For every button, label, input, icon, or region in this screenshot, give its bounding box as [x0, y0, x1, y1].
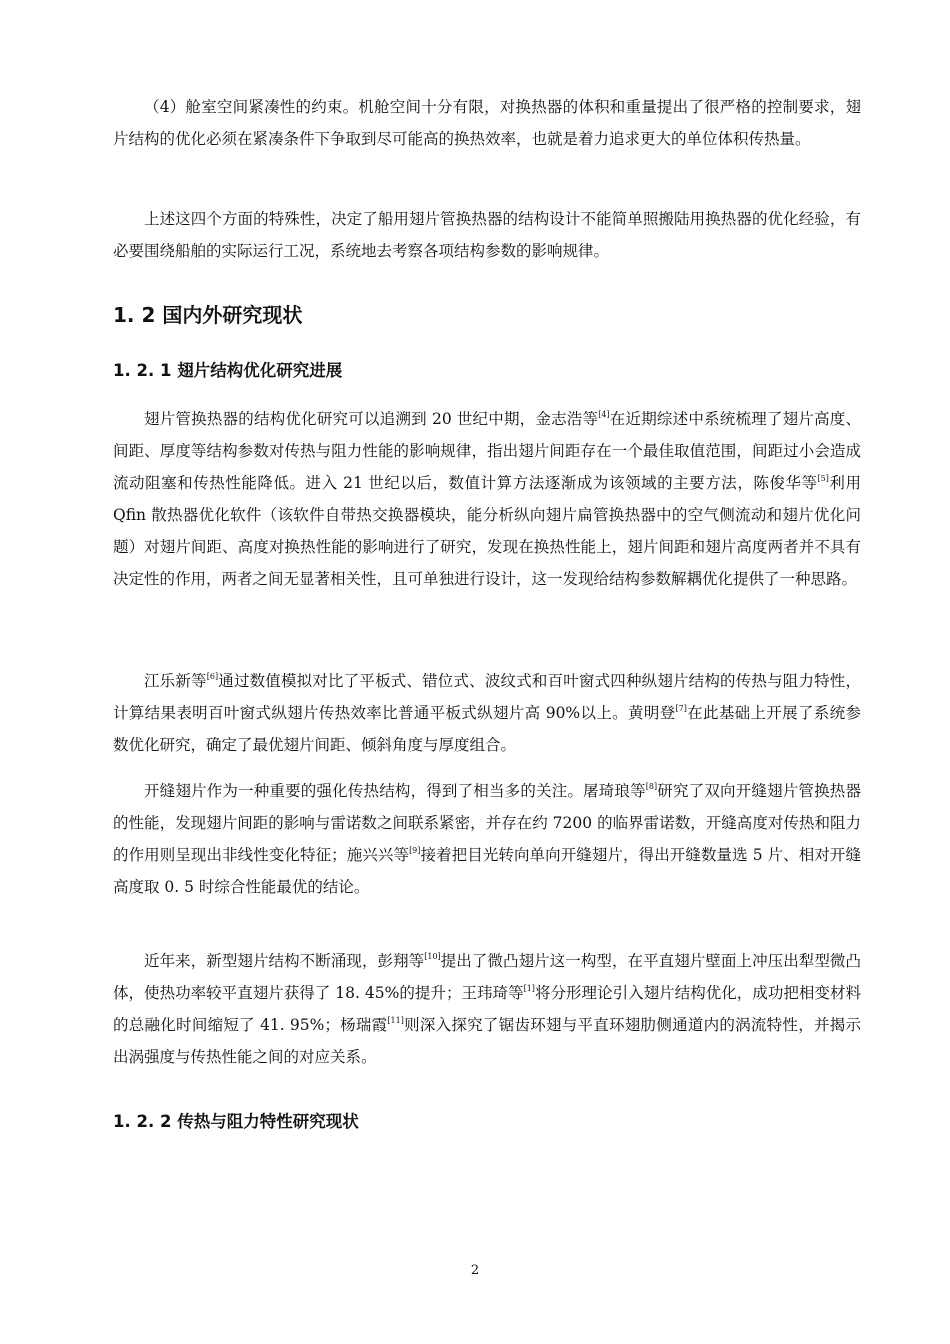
page-number: 2	[470, 1263, 480, 1278]
paragraph-text: 开缝翅片作为一种重要的强化传热结构，得到了相当多的关注。屠琦琅等	[144, 782, 646, 800]
paragraph-text: 将分形理论引入翅片结构优化，成功把相变材料的总融化时间缩短了 41. 95%；杨瑞霞	[113, 984, 861, 1034]
subsection-heading-1-2-1: 1. 2. 1 翅片结构优化研究进展	[113, 361, 343, 380]
paragraph-slit-fin-research	[113, 775, 861, 903]
paragraph-text: 则深入探究了锯齿环翅与平直环翅肋侧通道内的涡流特性，并揭示出涡强度与传热性能之间的对应关系。	[113, 1016, 861, 1066]
paragraph-text: 利用 Qfin 散热器优化软件（该软件自带热交换器模块，能分析纵向翅片扁管换热器中的空气侧流动和翅片优化问题）对翅片间距、高度对换热性能的影响进行了研究，发现在换热性能上，翅片间距和翅片高度两者并不具有决定性的作用，两者之间无显著相关性，且可单独进行设计，这一发现给结构参数解耦优化提供了一种思路。	[113, 474, 861, 588]
paragraph-text: 在此基础上开展了系统参数优化研究，确定了最优翅片间距、倾斜角度与厚度组合。	[113, 704, 861, 754]
paragraph-text: 近年来，新型翅片结构不断涌现，彭翔等	[144, 952, 425, 970]
citation-ref: [10]	[424, 952, 441, 961]
subsection-heading-1-2-2: 1. 2. 2 传热与阻力特性研究现状	[113, 1112, 359, 1131]
paragraph-longitudinal-fin-comparison	[113, 665, 861, 761]
citation-ref: [6]	[206, 672, 219, 681]
paragraph-text: 提出了微凸翅片这一构型，在平直翅片壁面上冲压出犁型微凸体，使热功率较平直翅片获得了 18. 45%的提升；王玮琦等	[113, 952, 861, 1002]
citation-ref: [8]	[645, 782, 658, 791]
paragraph-four-particularities-summary: 上述这四个方面的特殊性，决定了船用翅片管换热器的结构设计不能简单照搬陆用换热器的优化经验，有必要围绕船舶的实际运行工况，系统地去考察各项结构参数的影响规律。	[113, 210, 861, 260]
citation-ref: [7]	[675, 704, 687, 713]
citation-ref: [1]	[523, 984, 535, 993]
citation-ref: [5]	[817, 474, 829, 483]
citation-ref: [9]	[409, 846, 421, 855]
paragraph-text: 接着把目光转向单向开缝翅片，得出开缝数量选 5 片、相对开缝高度取 0. 5 时综合性能最优的结论。	[113, 846, 861, 896]
paragraph-cabin-space-constraint: （4）舱室空间紧凑性的约束。机舱空间十分有限，对换热器的体积和重量提出了很严格的控制要求，翅片结构的优化必须在紧凑条件下争取到尽可能高的换热效率，也就是着力追求更大的单位体积传热量。	[113, 98, 861, 148]
citation-ref: [4]	[598, 410, 610, 419]
paragraph-text: 江乐新等	[144, 672, 207, 690]
section-heading-1-2: 1. 2 国内外研究现状	[113, 303, 303, 327]
paragraph-fin-optimization-history	[113, 403, 861, 595]
paragraph-text: 通过数值模拟对比了平板式、错位式、波纹式和百叶窗式四种纵翅片结构的传热与阻力特性，计算结果表明百叶窗式纵翅片传热效率比普通平板式纵翅片高 90%以上。黄明登	[113, 672, 861, 722]
paragraph-text: 在近期综述中系统梳理了翅片高度、间距、厚度等结构参数对传热与阻力性能的影响规律，指出翅片间距存在一个最佳取值范围，间距过小会造成流动阻塞和传热性能降低。进入 21 世纪以后，数值计算方法逐渐成为该领域的主要方法，陈俊华等	[113, 410, 861, 492]
paragraph-text: 研究了双向开缝翅片管换热器的性能，发现翅片间距的影响与雷诺数之间联系紧密，并存在约 7200 的临界雷诺数，开缝高度对传热和阻力的作用则呈现出非线性变化特征；施兴兴等	[113, 782, 861, 864]
citation-ref: [11]	[387, 1016, 404, 1025]
paragraph-novel-fin-structures	[113, 945, 861, 1073]
paragraph-text: 翅片管换热器的结构优化研究可以追溯到 20 世纪中期，金志浩等	[144, 410, 599, 428]
